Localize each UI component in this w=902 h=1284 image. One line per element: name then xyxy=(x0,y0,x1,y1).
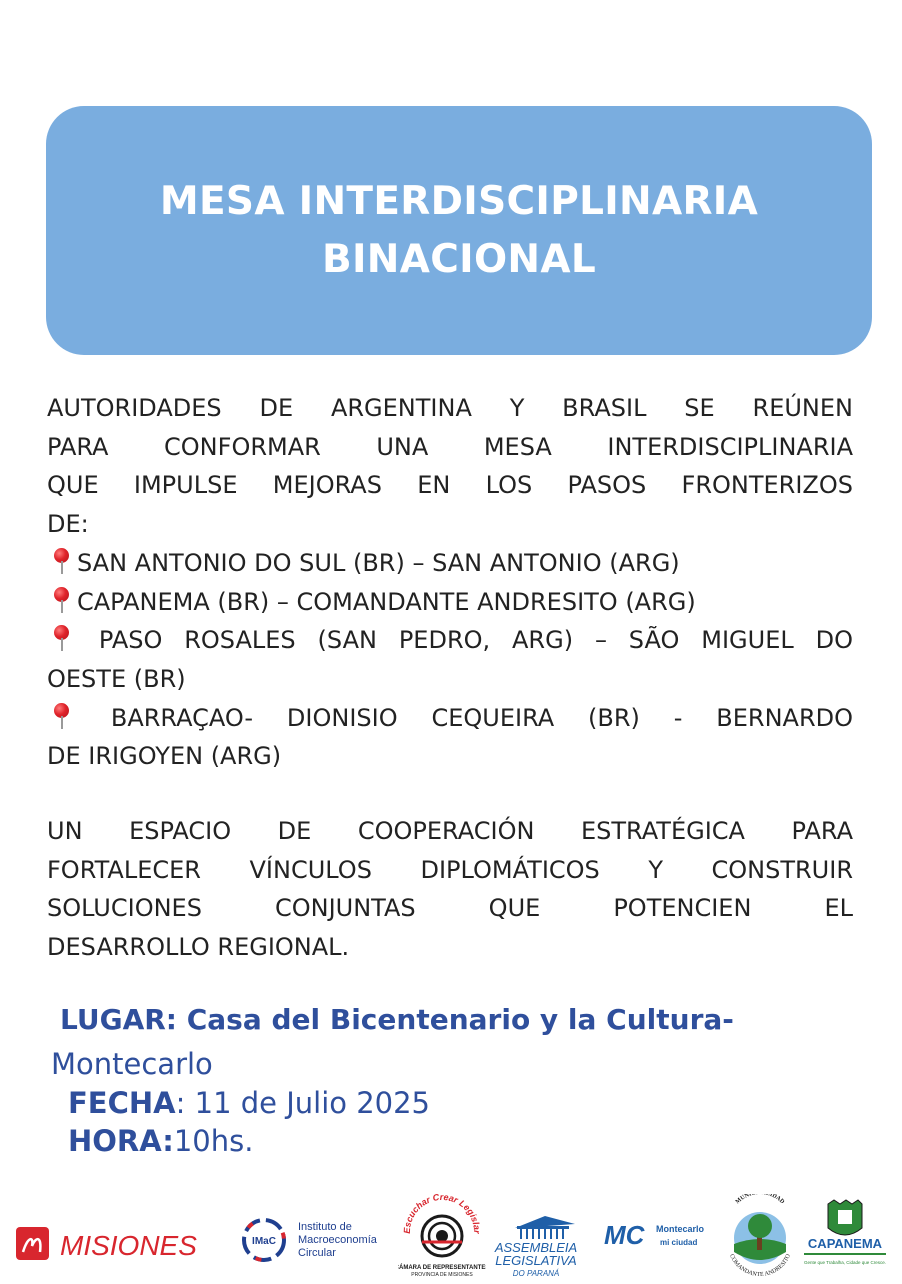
svg-text:Escuchar Crear Legislar xyxy=(402,1194,482,1234)
title-line-2: BINACIONAL xyxy=(321,236,596,282)
imac-line-2: Macroeconomía xyxy=(298,1234,377,1246)
montecarlo-logo xyxy=(602,1218,714,1254)
capanema-logo xyxy=(800,1198,890,1274)
crossing-text: SAN ANTONIO DO SUL (BR) – SAN ANTONIO (ARG) xyxy=(77,548,680,577)
closing-line: SOLUCIONES CONJUNTAS QUE POTENCIEN EL xyxy=(47,894,853,923)
svg-text:MUNICIPALIDAD xyxy=(735,1194,786,1206)
crossing-item-1 xyxy=(47,544,853,583)
crossing-item-4 xyxy=(47,699,853,738)
imac-logo xyxy=(240,1216,390,1266)
misiones-wordmark: MISIONES xyxy=(60,1230,197,1261)
andresito-logo xyxy=(722,1194,798,1276)
closing-line: UN ESPACIO DE COOPERACIÓN ESTRATÉGICA PARA xyxy=(47,817,853,845)
closing-line: FORTALECER VÍNCULOS DIPLOMÁTICOS Y CONSTRUIR xyxy=(47,855,853,884)
camara-line-2: PROVINCIA DE MISIONES xyxy=(411,1272,473,1278)
intro-line: PARA CONFORMAR UNA MESA INTERDISCIPLINARIA xyxy=(47,432,853,461)
round-pushpin-icon xyxy=(47,548,77,574)
event-time xyxy=(68,1124,253,1158)
assembleia-line-1: ASSEMBLEIA xyxy=(494,1240,578,1255)
imac-line-3: Circular xyxy=(298,1247,336,1259)
time-label: HORA: xyxy=(68,1124,174,1158)
capanema-tagline: Gente que Trabalha, Cidade que Cresce. xyxy=(803,1260,887,1265)
intro-line: AUTORIDADES DE ARGENTINA Y BRASIL SE REÚNEN xyxy=(47,394,853,422)
assembleia-line-2: LEGISLATIVA xyxy=(495,1253,577,1268)
closing-paragraph xyxy=(47,812,853,967)
event-city: Montecarlo xyxy=(51,1047,213,1081)
crossing-text: PASO ROSALES (SAN PEDRO, ARG) – SÃO MIGUEL DO xyxy=(98,626,853,655)
assembleia-logo xyxy=(487,1208,585,1278)
camara-logo xyxy=(398,1194,486,1280)
round-pushpin-icon xyxy=(47,587,77,613)
crossing-item-3-cont: OESTE (BR) xyxy=(47,664,186,693)
mc-line-1: Montecarlo xyxy=(656,1224,705,1234)
capanema-name: CAPANEMA xyxy=(807,1236,883,1251)
andresito-bottom-text: COMANDANTE ANDRESITO xyxy=(728,1253,792,1276)
mc-mark: MC xyxy=(604,1220,645,1250)
camara-arc-text: Escuchar Crear Legislar xyxy=(401,1194,483,1234)
intro-paragraph xyxy=(47,389,853,776)
sponsor-logos xyxy=(0,1190,902,1280)
crossing-item-4-cont: DE IRIGOYEN (ARG) xyxy=(47,742,282,771)
intro-line: DE: xyxy=(47,510,89,539)
round-pushpin-icon xyxy=(47,703,77,729)
camara-line-1: CÁMARA DE REPRESENTANTES xyxy=(398,1265,486,1271)
intro-line: QUE IMPULSE MEJORAS EN LOS PASOS FRONTERIZOS xyxy=(47,471,853,500)
misiones-logo xyxy=(14,1224,229,1264)
closing-line: DESARROLLO REGIONAL. xyxy=(47,933,350,962)
mc-line-2: mi ciudad xyxy=(660,1238,698,1247)
imac-line-1: Instituto de xyxy=(298,1221,352,1233)
crossing-text: CAPANEMA (BR) – COMANDANTE ANDRESITO (ARG) xyxy=(77,587,696,616)
andresito-top-text: MUNI LIDAD xyxy=(734,1194,786,1206)
event-date xyxy=(68,1086,430,1120)
crossing-item-3 xyxy=(47,621,853,660)
assembleia-line-3: DO PARANÁ xyxy=(512,1269,560,1278)
crossing-item-2 xyxy=(47,583,853,622)
date-label: FECHA xyxy=(68,1086,176,1120)
date-value: : 11 de Julio 2025 xyxy=(175,1086,431,1120)
event-venue: LUGAR: Casa del Bicentenario y la Cultura- xyxy=(60,1003,734,1036)
crossing-text: BARRAÇAO- DIONISIO CEQUEIRA (BR) - BERNARDO xyxy=(110,703,853,732)
title-line-1: MESA INTERDISCIPLINARIA xyxy=(159,178,759,224)
time-value: 10hs. xyxy=(173,1124,254,1158)
title-banner xyxy=(46,106,872,355)
round-pushpin-icon xyxy=(47,625,77,651)
page-title xyxy=(160,173,758,289)
imac-badge: IMaC xyxy=(252,1236,276,1247)
